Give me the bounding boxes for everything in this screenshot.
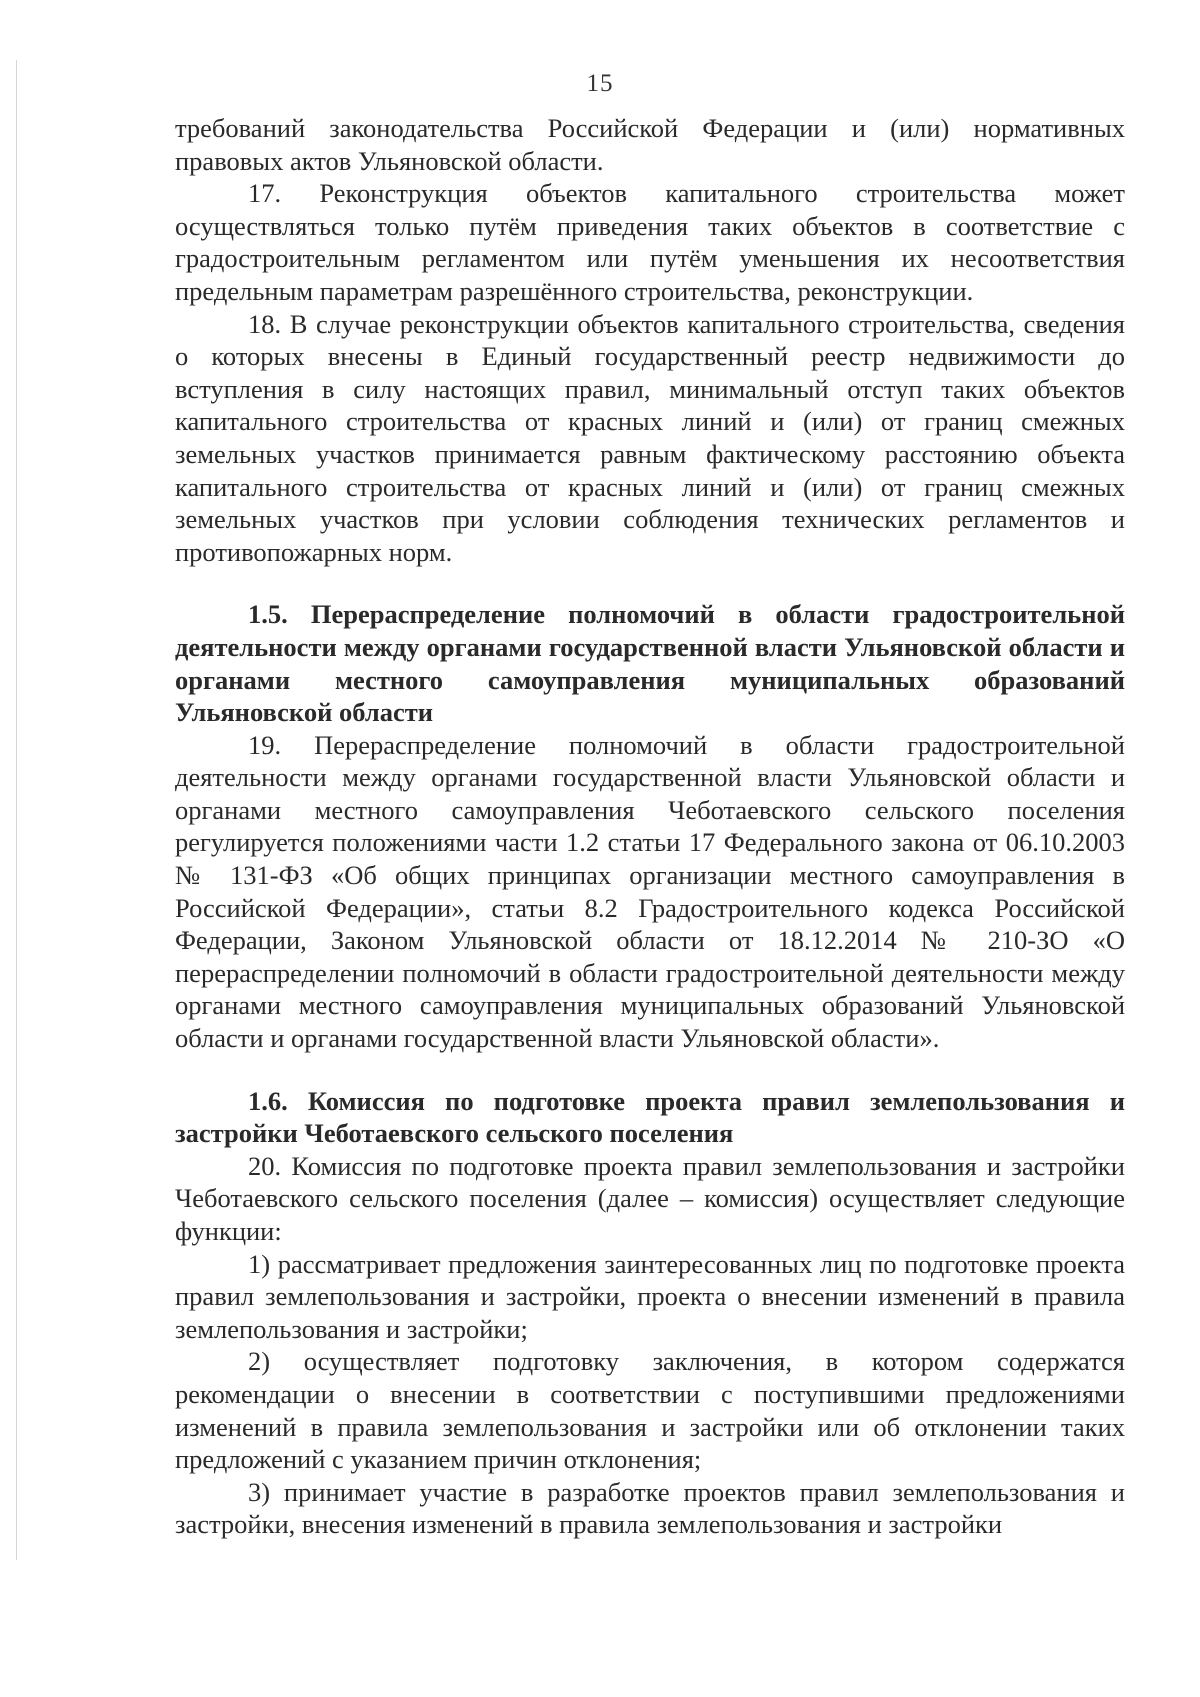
section-heading-1-5: 1.5. Перераспределение полномочий в области градостроительной деятельности между органами государственной власти Ульяновской области и органами местного самоуправления муниципальных образований Ульяновской области	[175, 599, 1125, 728]
paragraph-17: 17. Реконструкция объектов капитального строительства может осуществляться только путём приведения таких объектов в соответствие с градостроительным регламентом или путём уменьшения их несоответствия предельным параметрам разрешённого строительства, реконструкции.	[175, 178, 1125, 306]
document-body	[175, 112, 1125, 1541]
list-item-2: 2) осуществляет подготовку заключения, в котором содержатся рекомендации о внесении в соответствии с поступившими предложениями изменений в правила землепользования и застройки или об отклонении таких предложений с указанием причин отклонения;	[175, 1346, 1125, 1475]
scan-edge-mark	[16, 60, 17, 1560]
paragraph-20: 20. Комиссия по подготовке проекта правил землепользования и застройки Чеботаевского сельского поселения (далее – комиссия) осуществляет следующие функции:	[175, 1150, 1125, 1246]
page-number: 15	[586, 70, 614, 97]
list-item-1: 1) рассматривает предложения заинтересованных лиц по подготовке проекта правил землепользования и застройки, проекта о внесении изменений в правила землепользования и застройки;	[175, 1248, 1125, 1344]
paragraph-19: 19. Перераспределение полномочий в области градостроительной деятельности между органами государственной власти Ульяновской области и органами местного самоуправления Чеботаевского сельского поселения регулируется положениями части 1.2 статьи 17 Федерального закона от 06.10.2003 № 131-ФЗ «Об общих принципах организации местного самоуправления в Российской Федерации», статьи 8.2 Градостроительного кодекса Российской Федерации, Законом Ульяновской области от 18.12.2014 № 210-ЗО «О перераспределении полномочий в области градостроительной деятельности между органами местного самоуправления муниципальных образований Ульяновской области и органами государственной власти Ульяновской области».	[175, 729, 1125, 1054]
section-heading-1-6: 1.6. Комиссия по подготовке проекта правил землепользования и застройки Чеботаевского сельского поселения	[175, 1085, 1125, 1149]
paragraph-18: 18. В случае реконструкции объектов капитального строительства, сведения о которых внесены в Единый государственный реестр недвижимости до вступления в силу настоящих правил, минимальный отступ таких объектов капитального строительства от красных линий и (или) от границ смежных земельных участков принимается равным фактическому расстоянию объекта капитального строительства от красных линий и (или) от границ смежных земельных участков при условии соблюдения технических регламентов и противопожарных норм.	[175, 308, 1125, 567]
paragraph-continuation: требований законодательства Российской Федерации и (или) нормативных правовых актов Ульяновской области.	[175, 113, 1125, 176]
list-item-3: 3) принимает участие в разработке проектов правил землепользования и застройки, внесения изменений в правила землепользования и застройки	[175, 1476, 1125, 1540]
